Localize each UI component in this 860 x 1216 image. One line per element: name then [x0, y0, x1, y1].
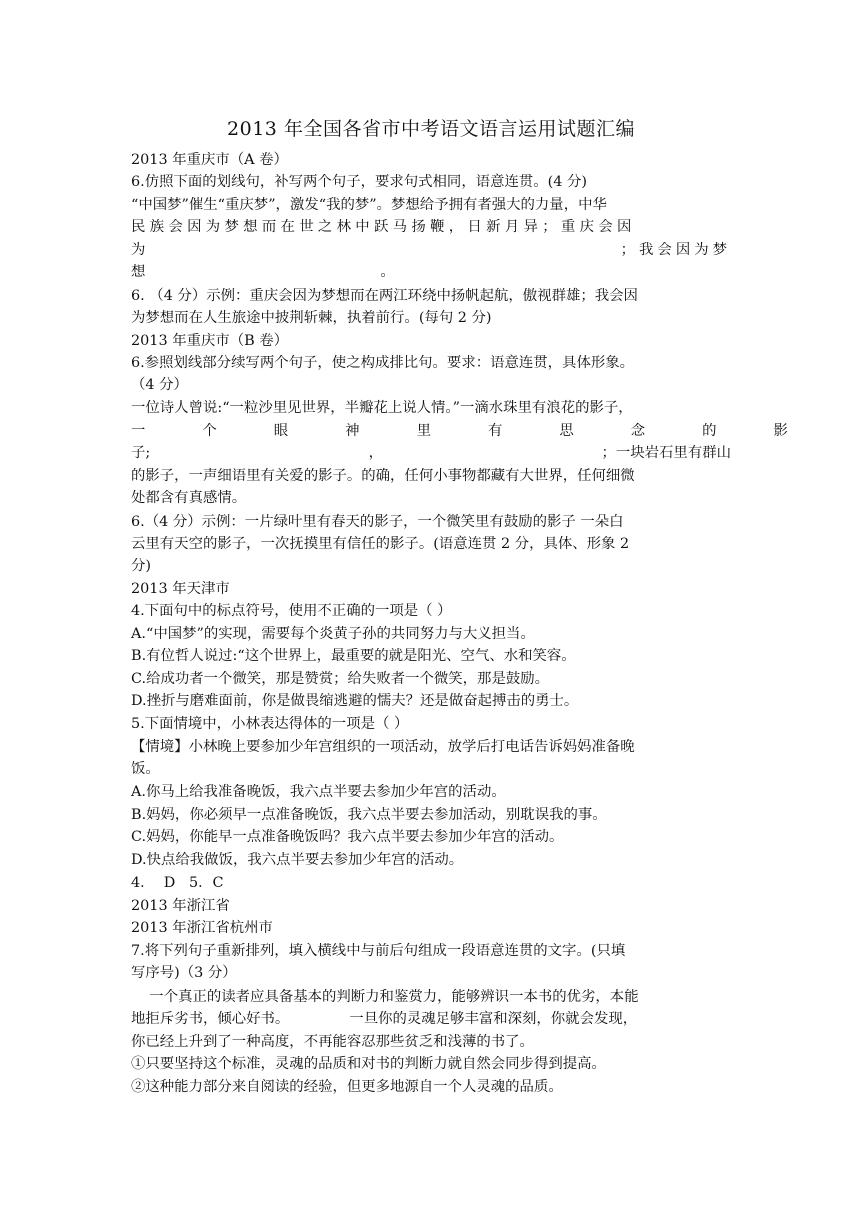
option-text: C.妈妈，你能早一点准备晚饭吗？我六点半要去参加少年宫的活动。 — [131, 829, 564, 845]
passage-fragment: ；一块岩石里有群山 — [601, 445, 731, 461]
section-heading: 2013 年天津市 — [131, 581, 230, 597]
document-title: 2013 年全国各省市中考语文语言运用试题汇编 — [227, 118, 635, 140]
passage-text: 一个眼神里有思念的影 — [131, 423, 845, 439]
section-heading: 2013 年重庆市（A 卷） — [131, 152, 288, 168]
answer-text: 分) — [131, 558, 152, 574]
passage-text: “中国梦”催生“重庆梦”，激发“我的梦”。梦想给予拥有者强大的力量，中华 — [131, 197, 607, 213]
passage-text — [131, 262, 731, 282]
option-text: C.给成功者一个微笑，那是赞赏；给失败者一个微笑，那是鼓励。 — [131, 671, 550, 687]
scenario-text: 【情境】小林晚上要参加少年宫组织的一项活动，放学后打电话告诉妈妈准备晚 — [131, 739, 635, 755]
answer-text: 6.（4 分）示例：一片绿叶里有春天的影子，一个微笑里有鼓励的影子 一朵白 — [131, 514, 624, 530]
passage-text: 一个真正的读者应具备基本的判断力和鉴赏力，能够辨识一本书的优劣，本能 — [131, 989, 639, 1005]
question-text: 5.下面情境中，小林表达得体的一项是（ ） — [131, 716, 409, 732]
section-heading: 2013 年重庆市（B 卷） — [131, 333, 289, 349]
option-text: B.妈妈，你必须早一点准备晚饭，我六点半要去参加活动，别耽误我的事。 — [131, 807, 607, 823]
option-text: A.“中国梦”的实现，需要每个炎黄子孙的共同努力与大义担当。 — [131, 626, 535, 642]
section-heading: 2013 年浙江省 — [131, 898, 230, 914]
section-heading: 2013 年浙江省杭州市 — [131, 920, 273, 936]
passage-text: 你已经上升到了一种高度，不再能容忍那些贫乏和浅薄的书了。 — [131, 1034, 534, 1050]
passage-text: 的影子，一声细语里有关爱的影子。的确，任何小事物都藏有大世界，任何细微 — [131, 468, 635, 484]
answer-text: 4． D 5．C — [131, 875, 224, 891]
option-text: ②这种能力部分来自阅读的经验，但更多地源自一个人灵魂的品质。 — [131, 1079, 563, 1095]
option-text: B.有位哲人说过:“这个世界上，最重要的就是阳光、空气、水和笑容。 — [131, 648, 576, 664]
question-text: 写序号)（3 分） — [131, 965, 237, 981]
passage-fragment: 一旦你的灵魂足够丰富和深刻，你就会发现， — [349, 1011, 638, 1027]
question-text: 4.下面句中的标点符号，使用不正确的一项是（ ） — [131, 603, 452, 619]
passage-fragment: 想 — [131, 264, 146, 280]
passage-fragment: 地拒斥劣书，倾心好书。 — [131, 1011, 290, 1027]
question-text: 7.将下列句子重新排列，填入横线中与前后句组成一段语意连贯的文字。(只填 — [131, 943, 626, 959]
question-text: （4 分） — [131, 377, 188, 393]
answer-text: 6. （4 分）示例：重庆会因为梦想而在两江环绕中扬帆起航，傲视群雄；我会因 — [131, 288, 638, 304]
answer-text: 为梦想而在人生旅途中披荆斩棘，执着前行。(每句 2 分) — [131, 310, 492, 326]
passage-fragment: ， — [368, 445, 384, 461]
option-text: A.你马上给我准备晚饭，我六点半要去参加少年宫的活动。 — [131, 784, 506, 800]
option-text: D.快点给我做饭，我六点半要去参加少年宫的活动。 — [131, 852, 464, 868]
question-text: 6.仿照下面的划线句，补写两个句子，要求句式相同，语意连贯。(4 分) — [131, 174, 588, 190]
passage-fragment: 子; — [131, 445, 151, 461]
passage-text — [131, 240, 731, 260]
option-text: ①只要坚持这个标准，灵魂的品质和对书的判断力就自然会同步得到提高。 — [131, 1056, 606, 1072]
passage-fragment: 为 — [131, 242, 146, 258]
passage-fragment: 。 — [380, 264, 395, 280]
scenario-text: 饭。 — [131, 761, 160, 777]
passage-text: 民族会因为梦想而在世之林中跃马扬鞭，日新月异；重庆会因 — [131, 219, 636, 235]
option-text: D.挫折与磨难面前，你是做畏缩逃避的懦夫？还是做奋起搏击的勇士。 — [131, 693, 579, 709]
passage-text — [131, 443, 731, 463]
passage-text: 处都含有真感情。 — [131, 490, 247, 506]
passage-text — [131, 1009, 731, 1029]
passage-text: 一位诗人曾说:“一粒沙里见世界，半瓣花上说人情。”一滴水珠里有浪花的影子， — [131, 400, 633, 416]
question-text: 6.参照划线部分续写两个句子，使之构成排比句。要求：语意连贯，具体形象。 — [131, 355, 635, 371]
answer-text: 云里有天空的影子，一次抚摸里有信任的影子。(语意连贯 2 分，具体、形象 2 — [131, 536, 630, 552]
passage-fragment: ；我会因为梦 — [620, 242, 731, 258]
